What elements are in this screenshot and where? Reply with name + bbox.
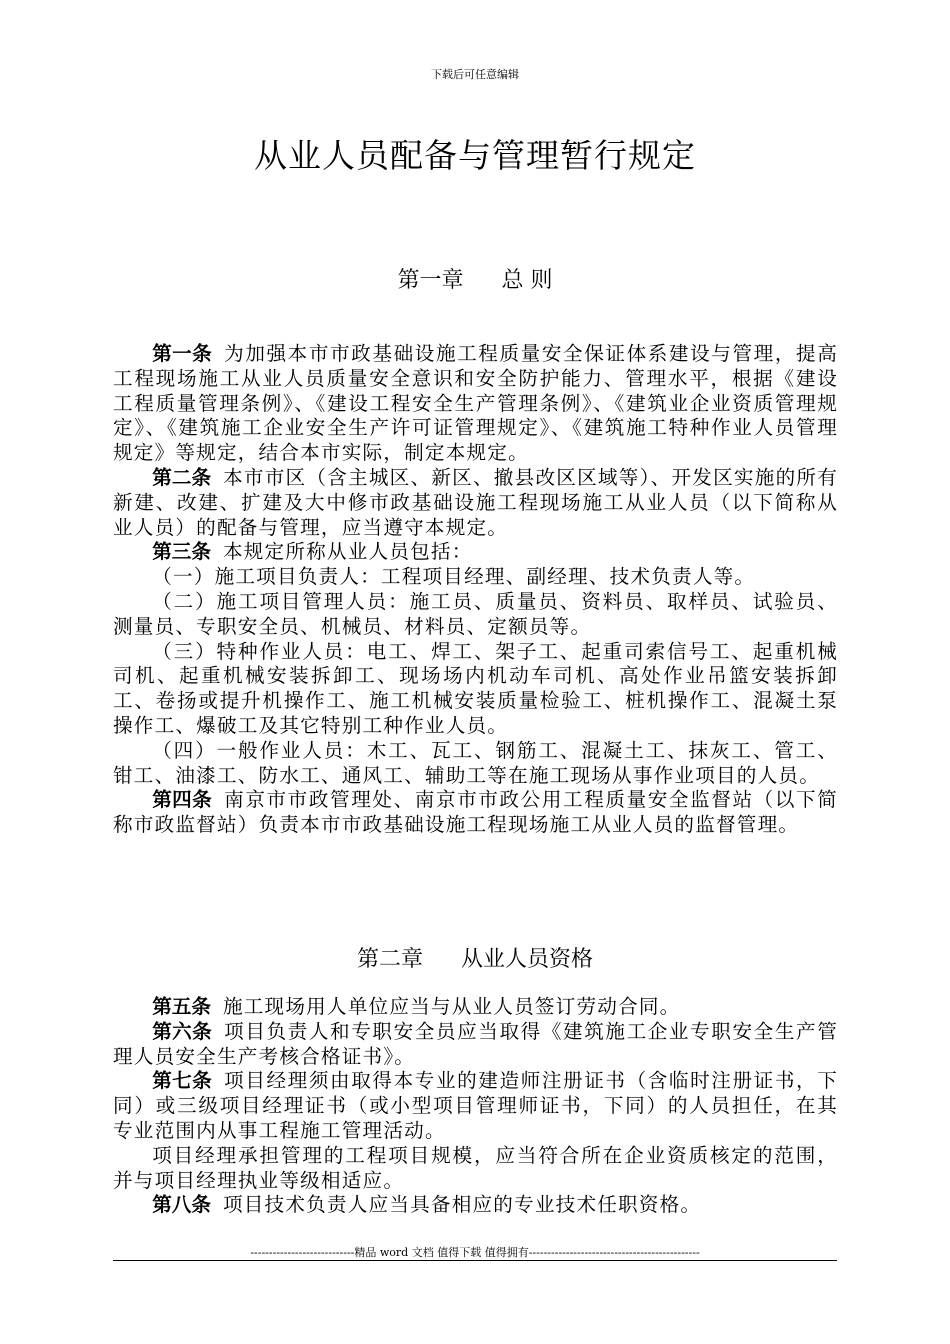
footer-note: ----------------------------精品 word 文档 值得下载 值得拥有---------------------------------------------- bbox=[250, 1246, 700, 1259]
article-text: 项目负责人和专职安全员应当取得《建筑施工企业专职安全生产管理人员安全生产考核合格证书》。 bbox=[113, 1019, 838, 1068]
chapter-2-heading bbox=[0, 942, 950, 973]
article-number: 第五条 bbox=[152, 995, 211, 1018]
article-paragraph bbox=[113, 1069, 838, 1143]
article-text: 施工现场用人单位应当与从业人员签订劳动合同。 bbox=[222, 995, 681, 1018]
article-number: 第一条 bbox=[152, 342, 213, 365]
article-text: （一）施工项目负责人：工程项目经理、副经理、技术负责人等。 bbox=[152, 565, 756, 589]
article-text: 项目技术负责人应当具备相应的专业技术任职资格。 bbox=[222, 1193, 702, 1217]
article-text: （四）一般作业人员：木工、瓦工、钢筋工、混凝土工、抹灰工、管工、钳工、油漆工、防水工、通风工、辅助工等在施工现场从事作业项目的人员。 bbox=[113, 738, 838, 787]
document-title: 从业人员配备与管理暂行规定 bbox=[254, 136, 696, 175]
article-paragraph bbox=[113, 640, 838, 739]
article-text: 为加强本市市政基础设施工程质量安全保证体系建设与管理，提高工程现场施工从业人员质量安全意识和安全防护能力、管理水平，根据《建设工程质量管理条例》、《建设工程安全生产管理条例》、《建筑业企业资质管理规定》、《建筑施工企业安全生产许可证管理规定》、《建筑施工特种作业人员管理规定》等规定，结合本市实际，制定本规定。 bbox=[113, 342, 838, 465]
article-paragraph bbox=[113, 565, 838, 590]
article-text: 本规定所称从业人员包括： bbox=[222, 540, 473, 564]
chapter-1-name: 总 则 bbox=[501, 268, 553, 293]
article-number: 第二条 bbox=[152, 465, 212, 489]
article-number: 第六条 bbox=[152, 1019, 213, 1043]
article-paragraph bbox=[113, 739, 838, 789]
chapter-2-name: 从业人员资格 bbox=[461, 947, 594, 972]
article-number: 第八条 bbox=[152, 1193, 211, 1217]
article-paragraph bbox=[113, 1020, 838, 1070]
article-number: 第七条 bbox=[152, 1069, 213, 1093]
article-text: （二）施工项目管理人员：施工员、质量员、资料员、取样员、试验员、测量员、专职安全员、机械员、材料员、定额员等。 bbox=[113, 589, 838, 638]
article-paragraph bbox=[113, 466, 838, 540]
article-text: 项目经理承担管理的工程项目规模，应当符合所在企业资质核定的范围，并与项目经理执业等级相适应。 bbox=[113, 1143, 838, 1192]
chapter-1-number: 第一章 bbox=[397, 268, 464, 293]
article-paragraph bbox=[113, 1144, 838, 1194]
article-number: 第三条 bbox=[152, 540, 211, 564]
article-paragraph bbox=[113, 540, 838, 565]
chapter-1-heading bbox=[0, 263, 950, 294]
article-number: 第四条 bbox=[152, 788, 213, 812]
header-note: 下载后可任意编辑 bbox=[431, 68, 519, 81]
chapter-2-number: 第二章 bbox=[356, 947, 423, 972]
article-paragraph bbox=[113, 788, 838, 838]
article-paragraph bbox=[113, 995, 838, 1020]
article-paragraph bbox=[113, 590, 838, 640]
chapter-2-body bbox=[113, 995, 838, 1218]
chapter-1-body bbox=[113, 342, 838, 838]
article-text: 项目经理须由取得本专业的建造师注册证书（含临时注册证书，下同）或三级项目经理证书（或小型项目管理师证书，下同）的人员担任，在其专业范围内从事工程施工管理活动。 bbox=[113, 1069, 838, 1142]
article-paragraph bbox=[113, 342, 838, 466]
article-text: 南京市市政管理处、南京市市政公用工程质量安全监督站（以下简称市政监督站）负责本市市政基础设施工程现场施工从业人员的监督管理。 bbox=[113, 788, 838, 837]
article-text: 本市市区（含主城区、新区、撤县改区区域等）、开发区实施的所有新建、改建、扩建及大中修市政基础设施工程现场施工从业人员（以下简称从业人员）的配备与管理，应当遵守本规定。 bbox=[113, 465, 839, 539]
article-text: （三）特种作业人员：电工、焊工、架子工、起重司索信号工、起重机械司机、起重机械安装拆卸工、现场场内机动车司机、高处作业吊篮安装拆卸工、卷扬或提升机操作工、施工机械安装质量检验工、桩机操作工、混凝土泵操作工、爆破工及其它特别工种作业人员。 bbox=[113, 639, 838, 737]
article-paragraph bbox=[113, 1193, 838, 1218]
footer-rule bbox=[113, 1260, 837, 1261]
